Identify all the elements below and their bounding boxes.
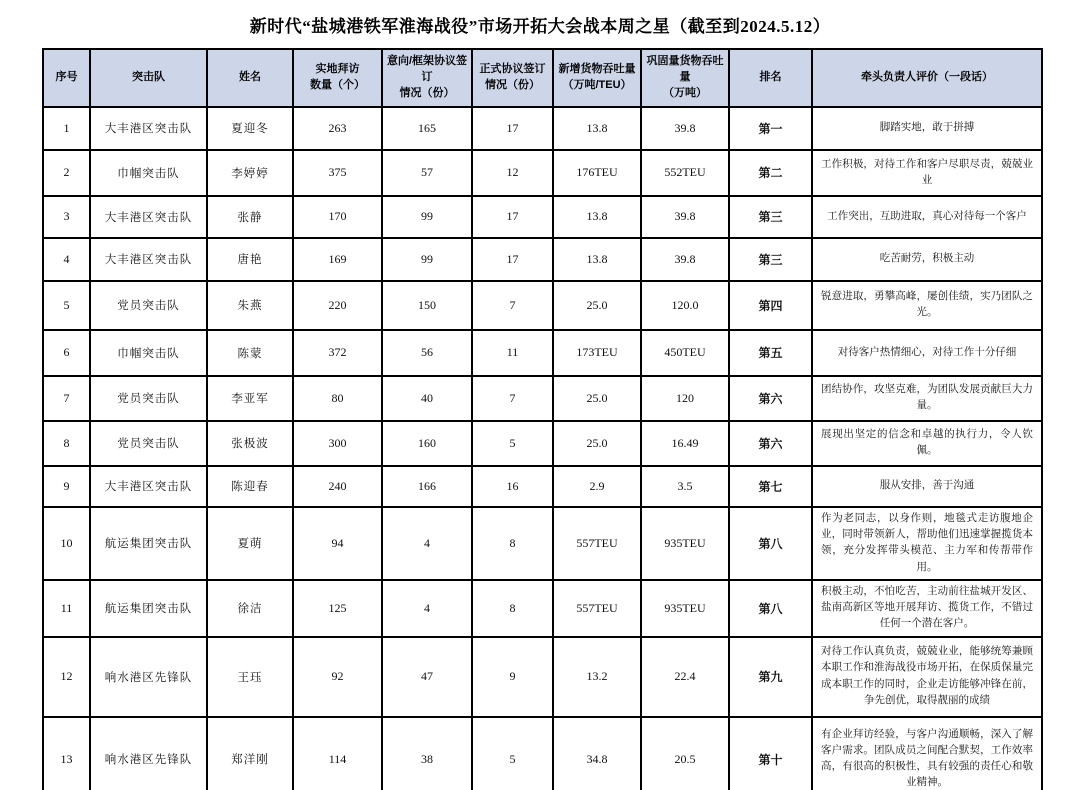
cell-consolidated-throughput: 552TEU [641,150,729,196]
cell-index: 2 [43,150,90,196]
cell-rank: 第七 [729,466,812,507]
table-row [43,281,1042,330]
table-row [43,150,1042,196]
cell-visits: 300 [293,421,382,466]
cell-consolidated-throughput: 39.8 [641,196,729,238]
cell-team: 党员突击队 [90,281,207,330]
cell-team: 党员突击队 [90,421,207,466]
cell-visits: 220 [293,281,382,330]
table-row [43,238,1042,281]
header-row [43,49,1042,107]
cell-new-throughput: 34.8 [553,717,641,790]
cell-name: 夏迎冬 [207,107,293,150]
cell-formal-agreements: 7 [472,281,553,330]
cell-new-throughput: 25.0 [553,376,641,421]
table-body [43,107,1042,790]
cell-intent-agreements: 99 [382,238,472,281]
cell-intent-agreements: 166 [382,466,472,507]
cell-new-throughput: 13.8 [553,196,641,238]
cell-intent-agreements: 4 [382,580,472,637]
cell-index: 12 [43,637,90,717]
cell-name: 王珏 [207,637,293,717]
cell-rank: 第三 [729,196,812,238]
cell-name: 张静 [207,196,293,238]
cell-visits: 372 [293,330,382,376]
table-row [43,507,1042,580]
header-rank: 排名 [729,49,812,107]
cell-formal-agreements: 11 [472,330,553,376]
cell-formal-agreements: 8 [472,507,553,580]
cell-visits: 94 [293,507,382,580]
table-row [43,580,1042,637]
table-row [43,330,1042,376]
cell-formal-agreements: 17 [472,196,553,238]
page-title: 新时代“盐城港铁军淮海战役”市场开拓大会战本周之星（截至到2024.5.12） [249,17,831,36]
cell-evaluation: 工作积极，对待工作和客户尽职尽责，兢兢业业 [812,150,1042,196]
cell-rank: 第六 [729,421,812,466]
cell-index: 4 [43,238,90,281]
cell-evaluation: 脚踏实地，敢于拼搏 [812,107,1042,150]
cell-evaluation: 团结协作，攻坚克难，为团队发展贡献巨大力量。 [812,376,1042,421]
cell-visits: 170 [293,196,382,238]
header-formal-agreements: 正式协议签订 情况（份） [472,49,553,107]
cell-consolidated-throughput: 39.8 [641,107,729,150]
cell-rank: 第八 [729,507,812,580]
cell-intent-agreements: 4 [382,507,472,580]
cell-intent-agreements: 40 [382,376,472,421]
cell-visits: 263 [293,107,382,150]
cell-consolidated-throughput: 16.49 [641,421,729,466]
cell-visits: 114 [293,717,382,790]
cell-formal-agreements: 9 [472,637,553,717]
header-name: 姓名 [207,49,293,107]
cell-formal-agreements: 5 [472,421,553,466]
cell-intent-agreements: 150 [382,281,472,330]
cell-new-throughput: 13.2 [553,637,641,717]
cell-name: 夏萌 [207,507,293,580]
cell-intent-agreements: 165 [382,107,472,150]
cell-rank: 第十 [729,717,812,790]
cell-team: 航运集团突击队 [90,507,207,580]
cell-formal-agreements: 16 [472,466,553,507]
cell-index: 3 [43,196,90,238]
header-new-throughput: 新增货物吞吐量 （万吨/TEU） [553,49,641,107]
cell-team: 大丰港区突击队 [90,466,207,507]
cell-index: 13 [43,717,90,790]
table-row [43,196,1042,238]
cell-consolidated-throughput: 39.8 [641,238,729,281]
table-row [43,421,1042,466]
cell-index: 6 [43,330,90,376]
cell-formal-agreements: 12 [472,150,553,196]
cell-consolidated-throughput: 20.5 [641,717,729,790]
cell-visits: 169 [293,238,382,281]
cell-rank: 第二 [729,150,812,196]
cell-evaluation: 对待客户热情细心，对待工作十分仔细 [812,330,1042,376]
cell-formal-agreements: 7 [472,376,553,421]
cell-team: 大丰港区突击队 [90,196,207,238]
cell-visits: 92 [293,637,382,717]
cell-rank: 第一 [729,107,812,150]
cell-evaluation: 对待工作认真负责，兢兢业业，能够统筹兼顾本职工作和淮海战役市场开拓，在保质保量完成本职工作的同时，企业走访能够冲锋在前，争先创优，取得靓丽的成绩 [812,637,1042,717]
cell-evaluation: 积极主动，不怕吃苦，主动前往盐城开发区、盐南高新区等地开展拜访、揽货工作，不错过任何一个潜在客户。 [812,580,1042,637]
cell-intent-agreements: 38 [382,717,472,790]
table-row [43,466,1042,507]
cell-new-throughput: 557TEU [553,580,641,637]
cell-index: 11 [43,580,90,637]
cell-team: 大丰港区突击队 [90,238,207,281]
cell-index: 10 [43,507,90,580]
header-index: 序号 [43,49,90,107]
cell-team: 响水港区先锋队 [90,717,207,790]
cell-intent-agreements: 56 [382,330,472,376]
cell-evaluation: 锐意进取，勇攀高峰，屡创佳绩，实乃团队之光。 [812,281,1042,330]
cell-new-throughput: 13.8 [553,107,641,150]
weekly-star-table [42,48,1043,790]
cell-formal-agreements: 5 [472,717,553,790]
cell-evaluation: 工作突出，互助进取，真心对待每一个客户 [812,196,1042,238]
cell-consolidated-throughput: 450TEU [641,330,729,376]
cell-rank: 第六 [729,376,812,421]
cell-name: 李婷婷 [207,150,293,196]
table-row [43,637,1042,717]
cell-new-throughput: 2.9 [553,466,641,507]
table-row [43,107,1042,150]
cell-index: 1 [43,107,90,150]
cell-intent-agreements: 57 [382,150,472,196]
cell-team: 党员突击队 [90,376,207,421]
header-intent-agreements: 意向/框架协议签订 情况（份） [382,49,472,107]
cell-evaluation: 有企业拜访经验，与客户沟通顺畅，深入了解客户需求。团队成员之间配合默契，工作效率高，有很高的积极性，具有较强的责任心和敬业精神。 [812,717,1042,790]
cell-name: 陈蒙 [207,330,293,376]
cell-evaluation: 吃苦耐劳，积极主动 [812,238,1042,281]
cell-name: 郑洋刚 [207,717,293,790]
cell-intent-agreements: 160 [382,421,472,466]
cell-visits: 240 [293,466,382,507]
cell-team: 响水港区先锋队 [90,637,207,717]
cell-intent-agreements: 99 [382,196,472,238]
cell-new-throughput: 176TEU [553,150,641,196]
cell-rank: 第八 [729,580,812,637]
cell-consolidated-throughput: 935TEU [641,507,729,580]
cell-name: 李亚军 [207,376,293,421]
cell-rank: 第四 [729,281,812,330]
cell-consolidated-throughput: 120.0 [641,281,729,330]
cell-formal-agreements: 17 [472,107,553,150]
cell-intent-agreements: 47 [382,637,472,717]
cell-name: 张极波 [207,421,293,466]
cell-team: 巾帼突击队 [90,330,207,376]
table-row [43,717,1042,790]
cell-formal-agreements: 17 [472,238,553,281]
cell-consolidated-throughput: 3.5 [641,466,729,507]
cell-new-throughput: 25.0 [553,281,641,330]
cell-visits: 80 [293,376,382,421]
cell-evaluation: 展现出坚定的信念和卓越的执行力，令人钦佩。 [812,421,1042,466]
cell-index: 8 [43,421,90,466]
cell-new-throughput: 25.0 [553,421,641,466]
cell-formal-agreements: 8 [472,580,553,637]
cell-rank: 第五 [729,330,812,376]
cell-visits: 125 [293,580,382,637]
header-evaluation: 牵头负责人评价（一段话） [812,49,1042,107]
cell-visits: 375 [293,150,382,196]
cell-consolidated-throughput: 120 [641,376,729,421]
cell-index: 5 [43,281,90,330]
cell-new-throughput: 13.8 [553,238,641,281]
cell-index: 7 [43,376,90,421]
header-team: 突击队 [90,49,207,107]
cell-evaluation: 服从安排，善于沟通 [812,466,1042,507]
cell-new-throughput: 557TEU [553,507,641,580]
cell-team: 巾帼突击队 [90,150,207,196]
cell-name: 唐艳 [207,238,293,281]
cell-team: 大丰港区突击队 [90,107,207,150]
table-header [43,49,1042,107]
header-consolidated-throughput: 巩固量货物吞吐量 （万吨） [641,49,729,107]
cell-new-throughput: 173TEU [553,330,641,376]
cell-index: 9 [43,466,90,507]
cell-team: 航运集团突击队 [90,580,207,637]
header-visits: 实地拜访 数量（个） [293,49,382,107]
cell-name: 陈迎春 [207,466,293,507]
cell-consolidated-throughput: 22.4 [641,637,729,717]
cell-name: 朱燕 [207,281,293,330]
cell-rank: 第三 [729,238,812,281]
cell-rank: 第九 [729,637,812,717]
cell-name: 徐洁 [207,580,293,637]
cell-consolidated-throughput: 935TEU [641,580,729,637]
cell-evaluation: 作为老同志，以身作则，地毯式走访腹地企业，同时带领新人，帮助他们迅速掌握揽货本领，充分发挥带头模范、主力军和传帮带作用。 [812,507,1042,580]
table-row [43,376,1042,421]
